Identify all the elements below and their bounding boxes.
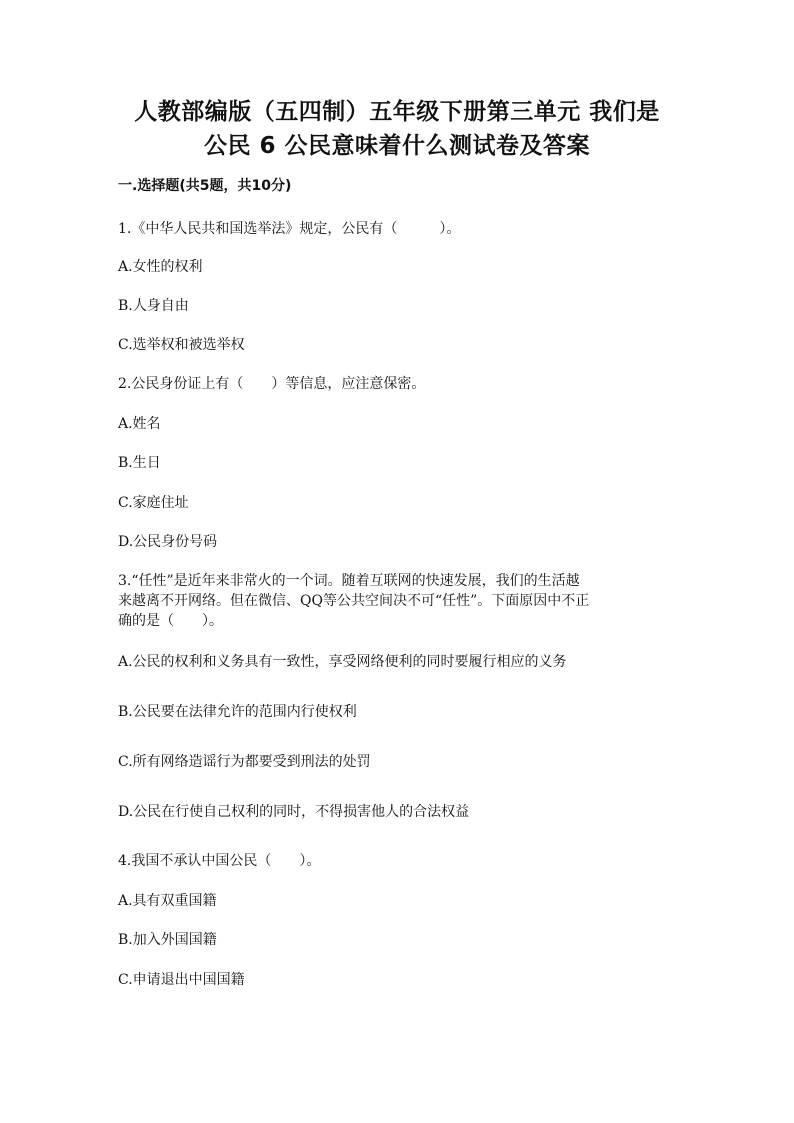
question-3-stem: [118, 571, 678, 631]
question-2-option-d: D.公民身份号码: [118, 534, 218, 550]
question-1-option-b: B.人身自由: [118, 298, 189, 314]
question-1-stem: 1.《中华人民共和国选举法》规定，公民有（ ）。: [118, 221, 461, 237]
question-2-option-a: A.姓名: [118, 416, 161, 432]
question-3-option-b: B.公民要在法律允许的范围内行使权利: [118, 704, 357, 720]
document-title-line-2: 公民 6 公民意味着什么测试卷及答案: [203, 133, 591, 159]
question-3-option-c: C.所有网络造谣行为都要受到刑法的处罚: [118, 754, 371, 770]
question-3-option-a: A.公民的权利和义务具有一致性，享受网络便利的同时要履行相应的义务: [118, 654, 567, 670]
question-3-option-d: D.公民在行使自己权利的同时，不得损害他人的合法权益: [118, 804, 470, 820]
document-title-line-1: 人教部编版（五四制）五年级下册第三单元 我们是: [134, 99, 660, 125]
question-2-stem: 2.公民身份证上有（ ）等信息，应注意保密。: [118, 376, 426, 392]
section-heading: 一.选择题(共5题，共10分): [118, 178, 292, 194]
question-4-stem: 4.我国不承认中国公民（ ）。: [118, 853, 321, 869]
question-3-stem-line-2: 来越离不开网络。但在微信、QQ等公共空间决不可“任性”。下面原因中不正: [118, 593, 590, 609]
question-2-option-c: C.家庭住址: [118, 495, 189, 511]
question-1-option-a: A.女性的权利: [118, 259, 203, 275]
question-3-stem-line-3: 确的是（ ）。: [118, 613, 223, 629]
question-4-option-b: B.加入外国国籍: [118, 932, 217, 948]
question-4-option-a: A.具有双重国籍: [118, 893, 217, 909]
question-4-option-c: C.申请退出中国国籍: [118, 972, 245, 988]
question-1-option-c: C.选举权和被选举权: [118, 337, 245, 353]
question-2-option-b: B.生日: [118, 455, 161, 471]
question-3-stem-line-1: 3.“任性”是近年来非常火的一个词。随着互联网的快速发展，我们的生活越: [118, 573, 580, 589]
